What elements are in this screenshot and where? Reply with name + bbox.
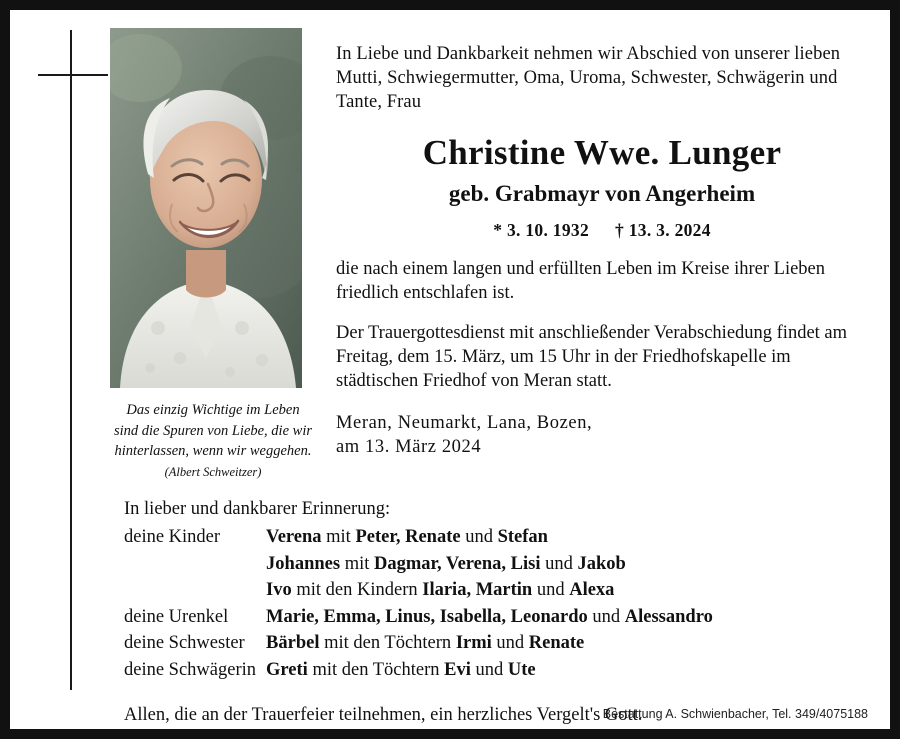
family-row — [124, 604, 713, 630]
death-date: † 13. 3. 2024 — [615, 219, 711, 240]
family-row — [124, 524, 713, 550]
photo-column — [110, 28, 318, 481]
family-relation — [124, 551, 266, 577]
family-table — [124, 524, 713, 682]
family-relation: deine Kinder — [124, 527, 221, 548]
cross-icon — [38, 30, 108, 690]
top-section — [32, 28, 868, 481]
family-names: Greti mit den Töchtern Evi und Ute — [266, 659, 536, 680]
cross-vertical-bar — [70, 30, 72, 690]
notice-date: am 13. März 2024 — [336, 437, 482, 458]
family-names: Bärbel mit den Töchtern Irmi und Renate — [266, 633, 585, 654]
family-names: Marie, Emma, Linus, Isabella, Leonardo und Alessandro — [266, 606, 713, 627]
quote-line-2: sind die Spuren von Liebe, die wir — [113, 422, 312, 439]
paragraph-passing: die nach einem langen und erfüllten Leben im Kreise ihrer Lieben friedlich entschlafen ist. — [336, 258, 826, 303]
family-row — [124, 657, 713, 683]
remembrance-line: In lieber und dankbarer Erinnerung: — [124, 499, 391, 520]
maiden-name: geb. Grabmayr von Angerheim — [448, 180, 756, 206]
obituary-inner — [10, 10, 890, 729]
deceased-name: Christine Wwe. Lunger — [422, 133, 782, 173]
quote-block — [110, 400, 316, 481]
places-text: Meran, Neumarkt, Lana, Bozen, — [336, 412, 593, 433]
family-names: Ivo mit den Kindern Ilaria, Martin und Alexa — [266, 580, 615, 601]
family-names: Johannes mit Dagmar, Verena, Lisi und Jakob — [266, 553, 626, 574]
portrait-photo — [110, 28, 302, 388]
quote-author: (Albert Schweitzer) — [164, 464, 262, 479]
life-dates — [336, 220, 868, 241]
family-table-body — [124, 524, 713, 682]
family-relation — [124, 577, 266, 603]
quote-line-1: Das einzig Wichtige im Leben — [126, 402, 300, 418]
family-section — [32, 499, 868, 725]
family-relation: deine Schwägerin — [124, 659, 257, 680]
lead-paragraph: In Liebe und Dankbarkeit nehmen wir Abschied von unserer lieben Mutti, Schwiegermutter, Oma, Uroma, Schwester, Schwägerin und Tante, Frau — [336, 44, 841, 113]
cross-horizontal-bar — [38, 74, 108, 76]
family-relation: deine Schwester — [124, 633, 245, 654]
family-row — [124, 551, 713, 577]
family-relation: deine Urenkel — [124, 606, 229, 627]
family-names: Verena mit Peter, Renate und Stefan — [266, 527, 548, 548]
birth-date: * 3. 10. 1932 — [493, 219, 589, 240]
quote-line-3: hinterlassen, wenn wir weggehen. — [114, 443, 312, 460]
family-row — [124, 577, 713, 603]
thanks-line: Allen, die an der Trauerfeier teilnehmen, ein herzliches Vergelt's Gott. — [124, 704, 643, 725]
paragraph-service: Der Trauergottesdienst mit anschließender Verabschiedung findet am Freitag, dem 15. März, um 15 Uhr in der Friedhofskapelle im städtischen Friedhof von Meran statt. — [336, 322, 848, 391]
places-line — [336, 411, 868, 460]
undertaker-footer: Bestattung A. Schwienbacher, Tel. 349/4075188 — [602, 707, 868, 721]
family-row — [124, 630, 713, 656]
notice-text-column — [318, 28, 868, 460]
